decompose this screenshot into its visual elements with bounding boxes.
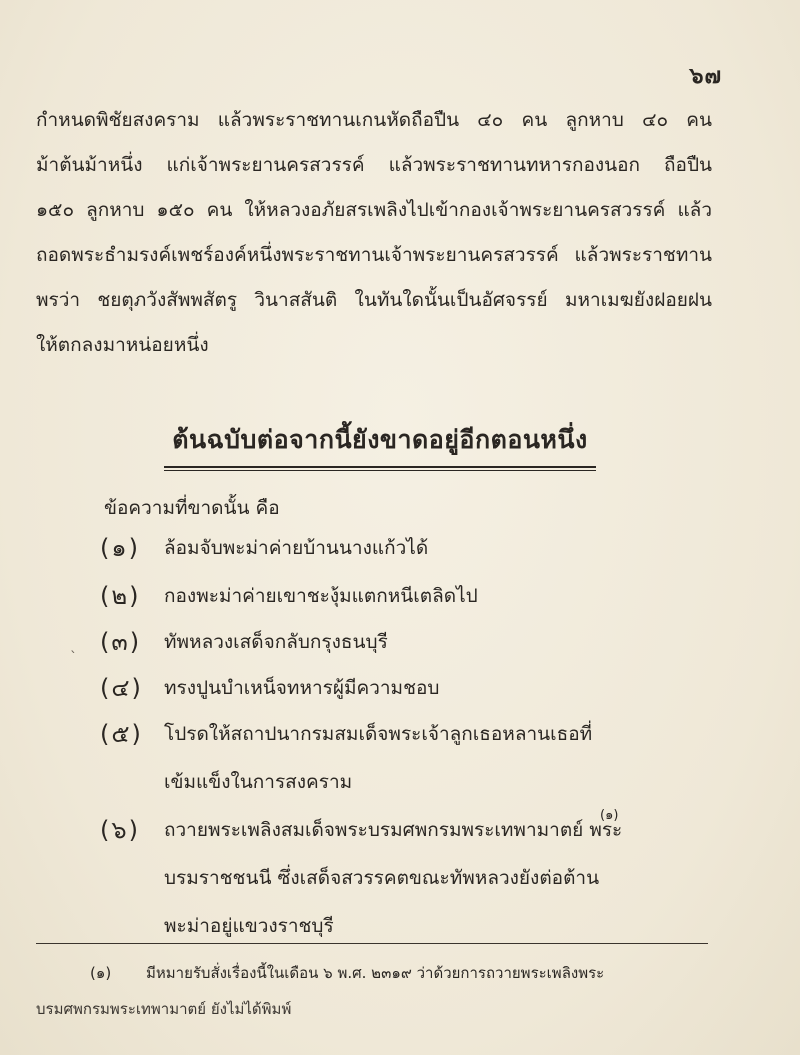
list-item-number: (๕) (100, 720, 143, 748)
missing-content-intro: ข้อความที่ขาดนั้น คือ (104, 497, 280, 519)
footnote-text-line-1: มีหมายรับสั่งเรื่องนี้ในเดือน ๖ พ.ศ. ๒๓๑๙ ว่าด้วยการถวายพระเพลิงพระ (146, 964, 605, 982)
heading-underline-thin (164, 470, 596, 471)
list-item-line: พะม่าอยู่แขวงราชบุรี (164, 915, 334, 937)
list-item-text (164, 672, 712, 720)
list-item-line: กองพะม่าค่ายเขาชะงุ้มแตกหนีเตลิดไป (164, 585, 478, 607)
footnote-text-line-2: บรมศพกรมพระเทพามาตย์ ยังไม่ได้พิมพ์ (36, 1000, 292, 1018)
list-item-line: ล้อมจับพะม่าค่ายบ้านนางแก้วได้ (164, 537, 429, 559)
list-item-line: บรมราชชนนี ซึ่งเสด็จสวรรคตขณะทัพหลวงยังต่อต้าน (164, 867, 600, 889)
list-item-number: (๒) (100, 582, 141, 610)
list-item-number: (๑) (100, 534, 140, 562)
margin-mark: ˋ (70, 650, 77, 666)
list-item-text (164, 532, 712, 580)
list-item-text (164, 718, 712, 814)
footnote-reference: (๑) (600, 808, 619, 823)
footnote (90, 958, 710, 988)
heading-underline (164, 466, 596, 468)
list-item-text (164, 626, 712, 674)
list-item-text (164, 814, 712, 958)
list-item-line: ทรงปูนบำเหน็จทหารผู้มีความชอบ (164, 677, 440, 699)
page-number: ๖๗ (689, 64, 722, 89)
list-item-line: ทัพหลวงเสด็จกลับกรุงธนบุรี (164, 631, 388, 653)
list-item-line (164, 814, 712, 862)
section-heading: ต้นฉบับต่อจากนี้ยังขาดอยู่อีกตอนหนึ่ง (172, 425, 588, 454)
list-item-line-text: ถวายพระเพลิงสมเด็จพระบรมศพกรมพระเทพามาตย์ พระ (164, 819, 623, 841)
footnote-divider (36, 943, 708, 944)
list-item-line: เข้มแข็งในการสงคราม (164, 771, 353, 793)
list-item-number: (๖) (100, 816, 140, 844)
list-item-text (164, 580, 712, 628)
body-paragraph: กำหนดพิชัยสงคราม แล้วพระราชทานเกนหัดถือปืน ๔๐ คน ลูกหาบ ๔๐ คน ม้าต้นม้าหนึ่ง แก่เจ้าพระยานครสวรรค์ แล้วพระราชทานทหารกองนอก ถือปืน ๑๕๐ ลูกหาบ ๑๕๐ คน ให้หลวงอภัยสรเพลิงไปเข้ากองเจ้าพระยานครสวรรค์ แล้วถอดพระธำมรงค์เพชร์องค์หนึ่งพระราชทานเจ้าพระยานครสวรรค์ แล้วพระราชทานพรว่า ชยตุภวังสัพพสัตรู วินาสสันติ ในทันใดนั้นเป็นอัศจรรย์ มหาเมฆยังฝอยฝนให้ตกลงมาหน่อยหนึ่ง (36, 109, 712, 356)
list-item-line: โปรดให้สถาปนากรมสมเด็จพระเจ้าลูกเธอหลานเธอที่ (164, 723, 593, 745)
list-item-number: (๓) (100, 628, 142, 656)
footnote-number: (๑) (90, 964, 112, 982)
list-item-number: (๔) (100, 674, 143, 702)
